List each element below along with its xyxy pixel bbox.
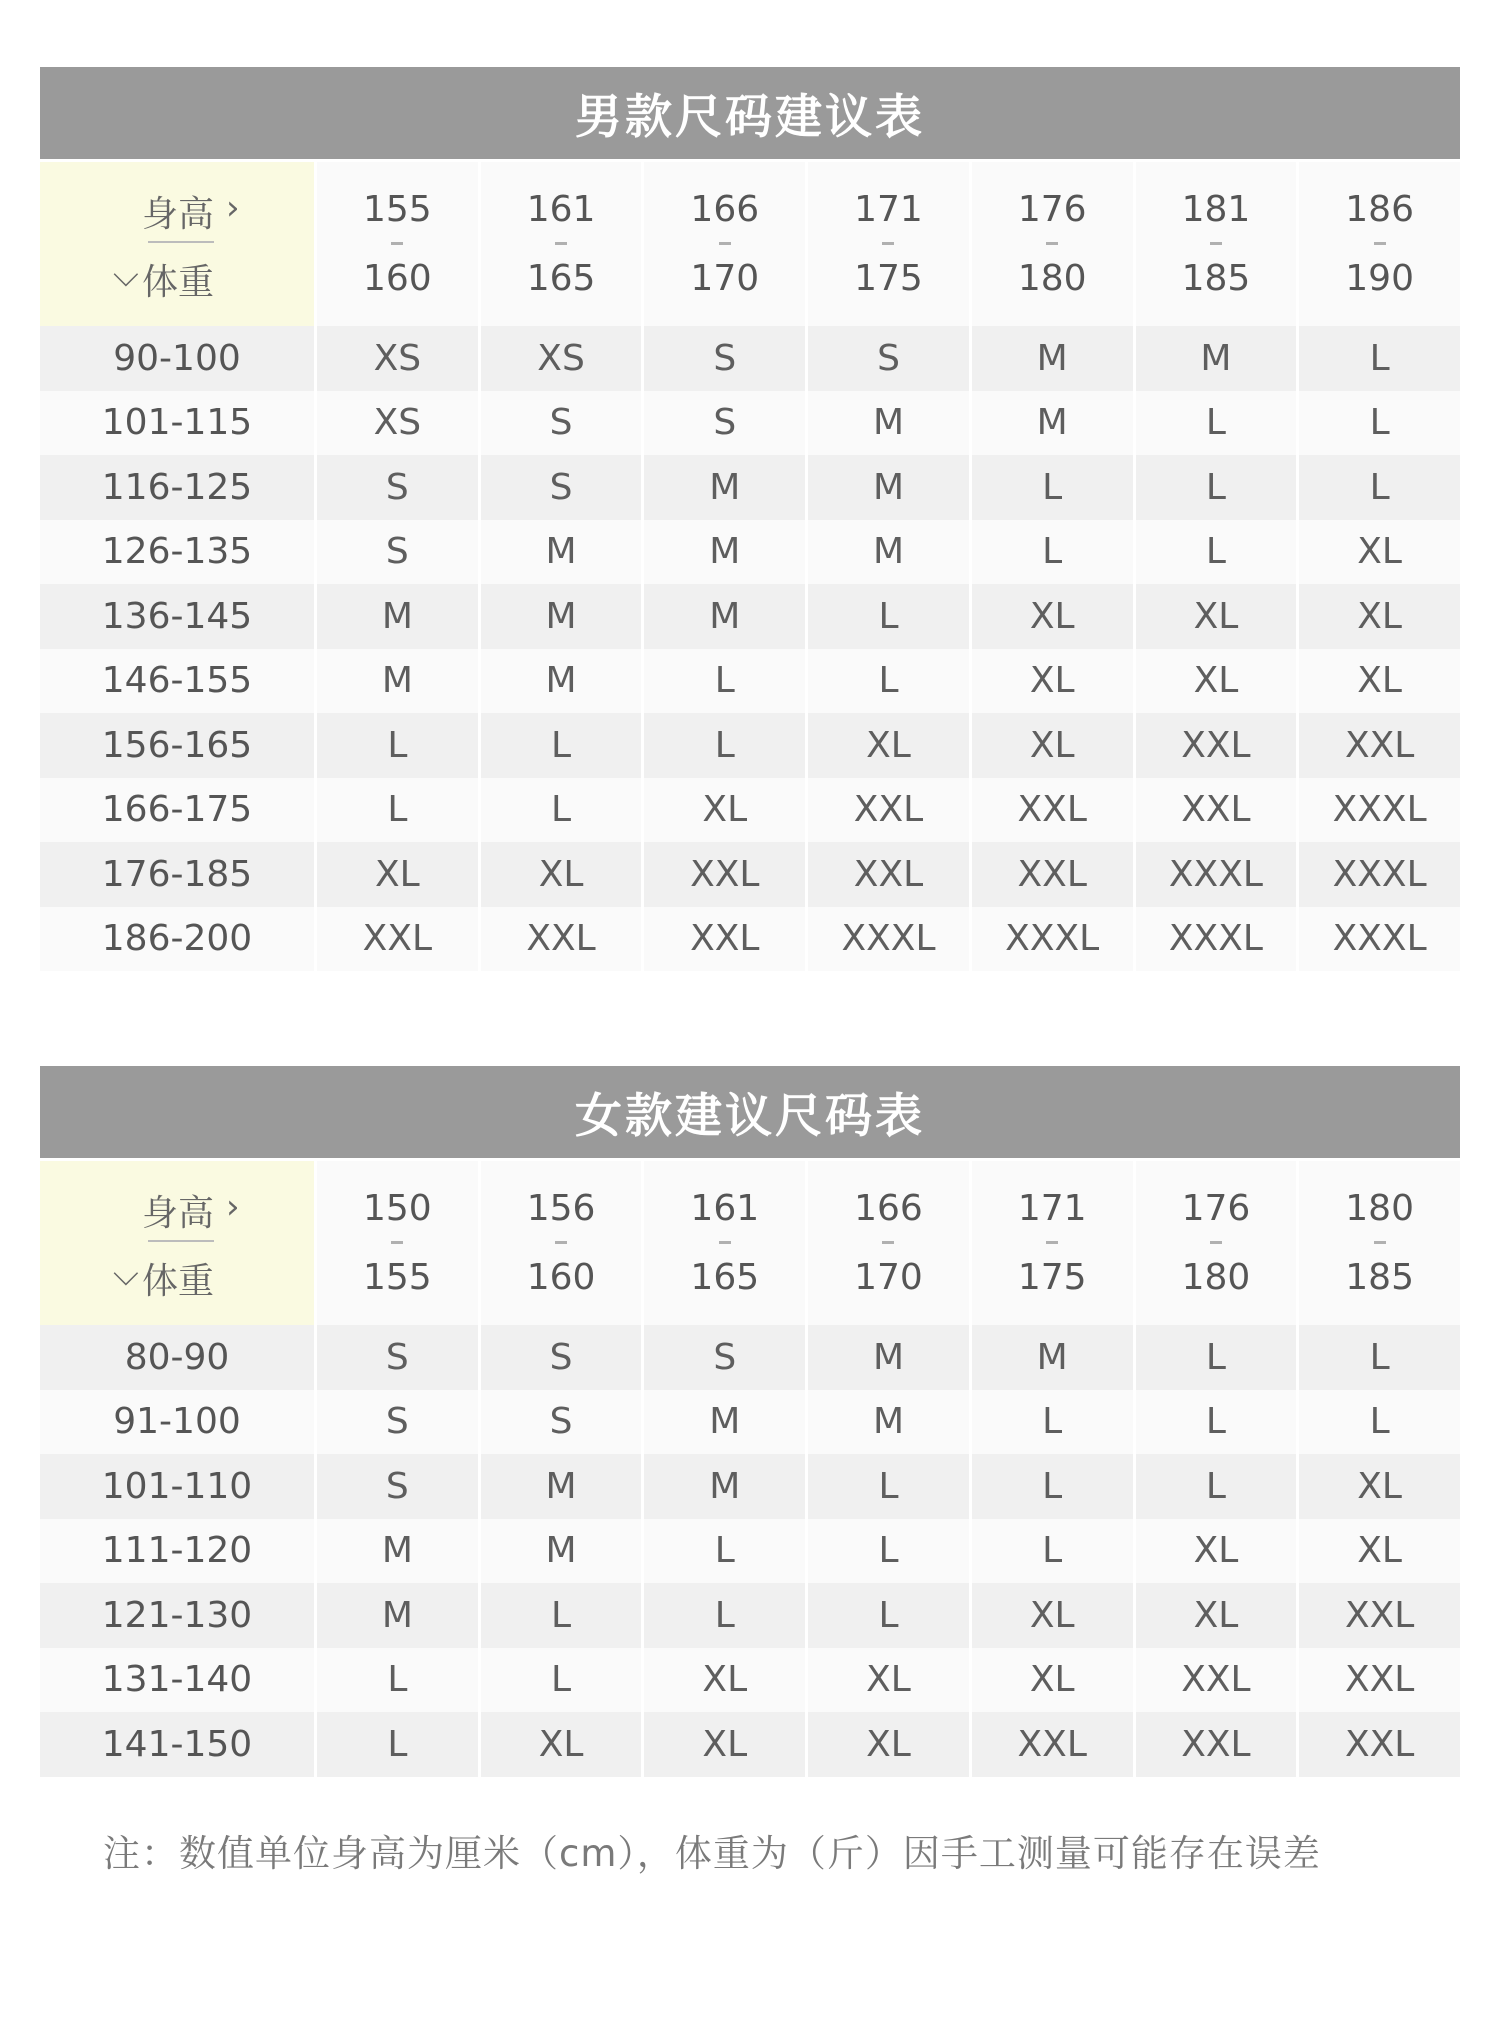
height-to: 175	[854, 257, 923, 299]
table-row	[40, 1712, 1460, 1777]
size-cell: XL	[644, 1712, 805, 1777]
size-cell: XXL	[808, 842, 969, 907]
size-cell: S	[317, 455, 478, 520]
weight-range-cell: 90-100	[40, 326, 314, 391]
size-cell: XS	[481, 326, 642, 391]
women-header-row	[40, 1161, 1460, 1325]
height-from: 186	[1345, 188, 1414, 230]
height-label: 身高	[142, 1193, 215, 1234]
size-cell: L	[644, 1583, 805, 1648]
size-cell: M	[644, 1454, 805, 1519]
men-table-title: 男款尺码建议表	[40, 67, 1460, 159]
weight-range-cell: 146-155	[40, 649, 314, 714]
height-to: 180	[1181, 1256, 1251, 1298]
size-cell: XL	[808, 1712, 969, 1777]
size-cell: M	[481, 1519, 642, 1584]
weight-range-cell: 156-165	[40, 713, 314, 778]
size-cell: L	[644, 649, 805, 714]
size-cell: S	[481, 455, 642, 520]
size-cell: XXL	[1136, 1712, 1297, 1777]
weight-label: 体重	[142, 1261, 215, 1302]
size-cell: L	[644, 1519, 805, 1584]
size-cell: XXXL	[808, 907, 969, 972]
size-cell: L	[1136, 520, 1297, 585]
size-cell: XXL	[808, 778, 969, 843]
range-dash	[1374, 242, 1386, 245]
size-cell: XL	[1299, 1454, 1460, 1519]
size-cell: M	[317, 584, 478, 649]
size-cell: L	[808, 1454, 969, 1519]
range-dash	[1210, 242, 1222, 245]
table-row	[40, 520, 1460, 585]
size-cell: S	[644, 1325, 805, 1390]
size-cell: L	[1299, 391, 1460, 456]
size-cell: L	[1299, 1390, 1460, 1455]
size-cell: M	[808, 1325, 969, 1390]
size-cell: S	[644, 326, 805, 391]
weight-range-cell: 176-185	[40, 842, 314, 907]
size-cell: M	[972, 1325, 1133, 1390]
size-cell: M	[808, 391, 969, 456]
size-cell: L	[972, 1519, 1133, 1584]
size-cell: XXL	[972, 778, 1133, 843]
size-cell: S	[481, 1325, 642, 1390]
height-from: 166	[854, 1187, 923, 1229]
size-cell: M	[972, 326, 1133, 391]
size-cell: XL	[481, 1712, 642, 1777]
size-cell: XXL	[481, 907, 642, 972]
size-cell: XXL	[972, 842, 1133, 907]
height-to: 170	[690, 257, 760, 299]
women-corner-header	[40, 1161, 314, 1325]
size-cell: XXL	[1136, 1648, 1297, 1713]
chevron-down-icon: ⌵	[113, 1254, 139, 1294]
size-cell: M	[481, 1454, 642, 1519]
weight-range-cell: 101-115	[40, 391, 314, 456]
height-from: 181	[1181, 188, 1251, 230]
table-row	[40, 713, 1460, 778]
height-to: 160	[526, 1256, 596, 1298]
size-cell: XXL	[1299, 1648, 1460, 1713]
height-range-header	[644, 1161, 805, 1325]
chevron-right-icon: ›	[226, 188, 240, 228]
weight-range-cell: 136-145	[40, 584, 314, 649]
size-cell: M	[644, 1390, 805, 1455]
height-range-header	[808, 1161, 969, 1325]
measurement-note: 注：数值单位身高为厘米（cm），体重为（斤）因手工测量可能存在误差	[103, 1832, 1321, 1875]
range-dash	[1046, 1241, 1058, 1244]
height-range-header	[972, 1161, 1133, 1325]
size-cell: L	[1136, 1325, 1297, 1390]
height-to: 160	[362, 257, 432, 299]
height-range-header	[481, 162, 642, 326]
size-cell: XL	[481, 842, 642, 907]
height-to: 185	[1345, 1256, 1414, 1298]
men-corner-header	[40, 162, 314, 326]
height-to: 165	[690, 1256, 760, 1298]
height-range-header	[317, 162, 478, 326]
size-cell: L	[972, 1390, 1133, 1455]
size-cell: L	[1136, 1390, 1297, 1455]
size-cell: XXXL	[1299, 778, 1460, 843]
height-range-header	[808, 162, 969, 326]
header-divider	[148, 241, 214, 243]
size-cell: M	[481, 584, 642, 649]
size-cell: XL	[972, 1583, 1133, 1648]
height-from: 176	[1017, 188, 1087, 230]
weight-range-cell: 121-130	[40, 1583, 314, 1648]
size-cell: XL	[1299, 584, 1460, 649]
size-cell: XL	[644, 778, 805, 843]
header-divider	[148, 1240, 214, 1242]
size-cell: XXXL	[1299, 907, 1460, 972]
table-row	[40, 842, 1460, 907]
height-from: 171	[1017, 1187, 1087, 1229]
men-header-row	[40, 162, 1460, 326]
size-cell: L	[808, 584, 969, 649]
weight-range-cell: 186-200	[40, 907, 314, 972]
size-cell: L	[1299, 1325, 1460, 1390]
men-size-table	[40, 67, 1460, 971]
range-dash	[882, 1241, 894, 1244]
size-cell: M	[481, 520, 642, 585]
height-label: 身高	[142, 194, 215, 235]
height-range-header	[1299, 162, 1460, 326]
weight-range-cell: 101-110	[40, 1454, 314, 1519]
table-row	[40, 455, 1460, 520]
table-row	[40, 1325, 1460, 1390]
height-from: 171	[854, 188, 923, 230]
table-row	[40, 907, 1460, 972]
size-cell: M	[808, 520, 969, 585]
size-cell: S	[481, 1390, 642, 1455]
height-range-header	[972, 162, 1133, 326]
size-cell: M	[644, 584, 805, 649]
size-cell: L	[808, 1583, 969, 1648]
size-cell: XL	[1299, 1519, 1460, 1584]
range-dash	[1210, 1241, 1222, 1244]
size-cell: L	[1136, 1454, 1297, 1519]
size-cell: XL	[1299, 520, 1460, 585]
size-cell: S	[644, 391, 805, 456]
size-cell: S	[317, 1454, 478, 1519]
size-cell: L	[1299, 326, 1460, 391]
weight-range-cell: 116-125	[40, 455, 314, 520]
height-to: 190	[1345, 257, 1414, 299]
table-row	[40, 326, 1460, 391]
height-to: 175	[1017, 1256, 1087, 1298]
size-cell: XL	[972, 649, 1133, 714]
size-cell: XL	[1136, 1583, 1297, 1648]
size-cell: XXL	[1299, 1712, 1460, 1777]
size-cell: XXXL	[1299, 842, 1460, 907]
size-cell: XXL	[317, 907, 478, 972]
women-table-title: 女款建议尺码表	[40, 1066, 1460, 1158]
weight-label: 体重	[142, 262, 215, 303]
height-from: 150	[362, 1187, 432, 1229]
range-dash	[391, 242, 403, 245]
size-cell: S	[481, 391, 642, 456]
size-cell: M	[644, 520, 805, 585]
size-cell: L	[1136, 455, 1297, 520]
size-cell: M	[808, 1390, 969, 1455]
height-to: 180	[1017, 257, 1087, 299]
table-row	[40, 1519, 1460, 1584]
size-cell: XXL	[972, 1712, 1133, 1777]
table-row	[40, 1648, 1460, 1713]
size-cell: XL	[1136, 649, 1297, 714]
height-range-header	[644, 162, 805, 326]
size-cell: XL	[808, 1648, 969, 1713]
table-row	[40, 584, 1460, 649]
size-cell: L	[317, 1648, 478, 1713]
women-rows	[40, 1325, 1460, 1777]
height-range-header	[317, 1161, 478, 1325]
size-cell: S	[808, 326, 969, 391]
table-row	[40, 391, 1460, 456]
range-dash	[1046, 242, 1058, 245]
height-to: 165	[526, 257, 596, 299]
size-cell: XL	[317, 842, 478, 907]
size-cell: XXXL	[1136, 907, 1297, 972]
size-cell: S	[317, 1390, 478, 1455]
size-cell: XL	[972, 713, 1133, 778]
range-dash	[391, 1241, 403, 1244]
weight-range-cell: 141-150	[40, 1712, 314, 1777]
range-dash	[882, 242, 894, 245]
size-cell: XXL	[1299, 1583, 1460, 1648]
size-cell: M	[644, 455, 805, 520]
weight-range-cell: 126-135	[40, 520, 314, 585]
size-cell: L	[481, 1583, 642, 1648]
size-cell: XL	[972, 584, 1133, 649]
size-cell: S	[317, 520, 478, 585]
size-cell: L	[481, 713, 642, 778]
height-from: 161	[526, 188, 596, 230]
size-cell: XS	[317, 391, 478, 456]
size-cell: M	[1136, 326, 1297, 391]
height-range-header	[1136, 1161, 1297, 1325]
height-to: 155	[362, 1256, 432, 1298]
weight-range-cell: 80-90	[40, 1325, 314, 1390]
size-cell: L	[972, 520, 1133, 585]
weight-range-cell: 166-175	[40, 778, 314, 843]
size-cell: XXL	[1136, 713, 1297, 778]
size-cell: XL	[644, 1648, 805, 1713]
height-from: 176	[1181, 1187, 1251, 1229]
size-cell: XL	[1136, 584, 1297, 649]
size-cell: L	[972, 455, 1133, 520]
size-cell: L	[972, 1454, 1133, 1519]
table-row	[40, 649, 1460, 714]
women-size-table	[40, 1066, 1460, 1777]
range-dash	[555, 1241, 567, 1244]
chevron-down-icon: ⌵	[113, 255, 139, 295]
height-from: 156	[526, 1187, 596, 1229]
height-from: 180	[1345, 1187, 1414, 1229]
size-cell: L	[1299, 455, 1460, 520]
height-from: 155	[362, 188, 432, 230]
size-cell: XXXL	[1136, 842, 1297, 907]
size-cell: XXXL	[972, 907, 1133, 972]
size-cell: XXL	[1136, 778, 1297, 843]
size-cell: L	[317, 778, 478, 843]
table-row	[40, 1390, 1460, 1455]
range-dash	[1374, 1241, 1386, 1244]
size-cell: XXL	[644, 907, 805, 972]
size-cell: L	[317, 713, 478, 778]
height-range-header	[1136, 162, 1297, 326]
size-cell: L	[808, 1519, 969, 1584]
size-cell: XS	[317, 326, 478, 391]
size-cell: M	[317, 1583, 478, 1648]
size-cell: M	[317, 1519, 478, 1584]
table-row	[40, 778, 1460, 843]
height-to: 185	[1181, 257, 1251, 299]
size-cell: M	[808, 455, 969, 520]
height-from: 166	[690, 188, 760, 230]
size-cell: L	[481, 778, 642, 843]
size-cell: M	[481, 649, 642, 714]
height-range-header	[1299, 1161, 1460, 1325]
chevron-right-icon: ›	[226, 1187, 240, 1227]
range-dash	[719, 242, 731, 245]
size-cell: S	[317, 1325, 478, 1390]
size-cell: XXL	[1299, 713, 1460, 778]
size-cell: M	[972, 391, 1133, 456]
table-row	[40, 1454, 1460, 1519]
weight-range-cell: 111-120	[40, 1519, 314, 1584]
height-to: 170	[854, 1256, 923, 1298]
size-cell: L	[1136, 391, 1297, 456]
size-cell: L	[644, 713, 805, 778]
size-cell: XL	[808, 713, 969, 778]
size-cell: M	[317, 649, 478, 714]
size-cell: L	[481, 1648, 642, 1713]
weight-range-cell: 131-140	[40, 1648, 314, 1713]
range-dash	[555, 242, 567, 245]
range-dash	[719, 1241, 731, 1244]
size-cell: XL	[972, 1648, 1133, 1713]
size-cell: XXL	[644, 842, 805, 907]
weight-range-cell: 91-100	[40, 1390, 314, 1455]
height-from: 161	[690, 1187, 760, 1229]
size-cell: L	[808, 649, 969, 714]
size-cell: XL	[1299, 649, 1460, 714]
men-rows	[40, 326, 1460, 971]
height-range-header	[481, 1161, 642, 1325]
size-cell: XL	[1136, 1519, 1297, 1584]
size-cell: L	[317, 1712, 478, 1777]
table-row	[40, 1583, 1460, 1648]
